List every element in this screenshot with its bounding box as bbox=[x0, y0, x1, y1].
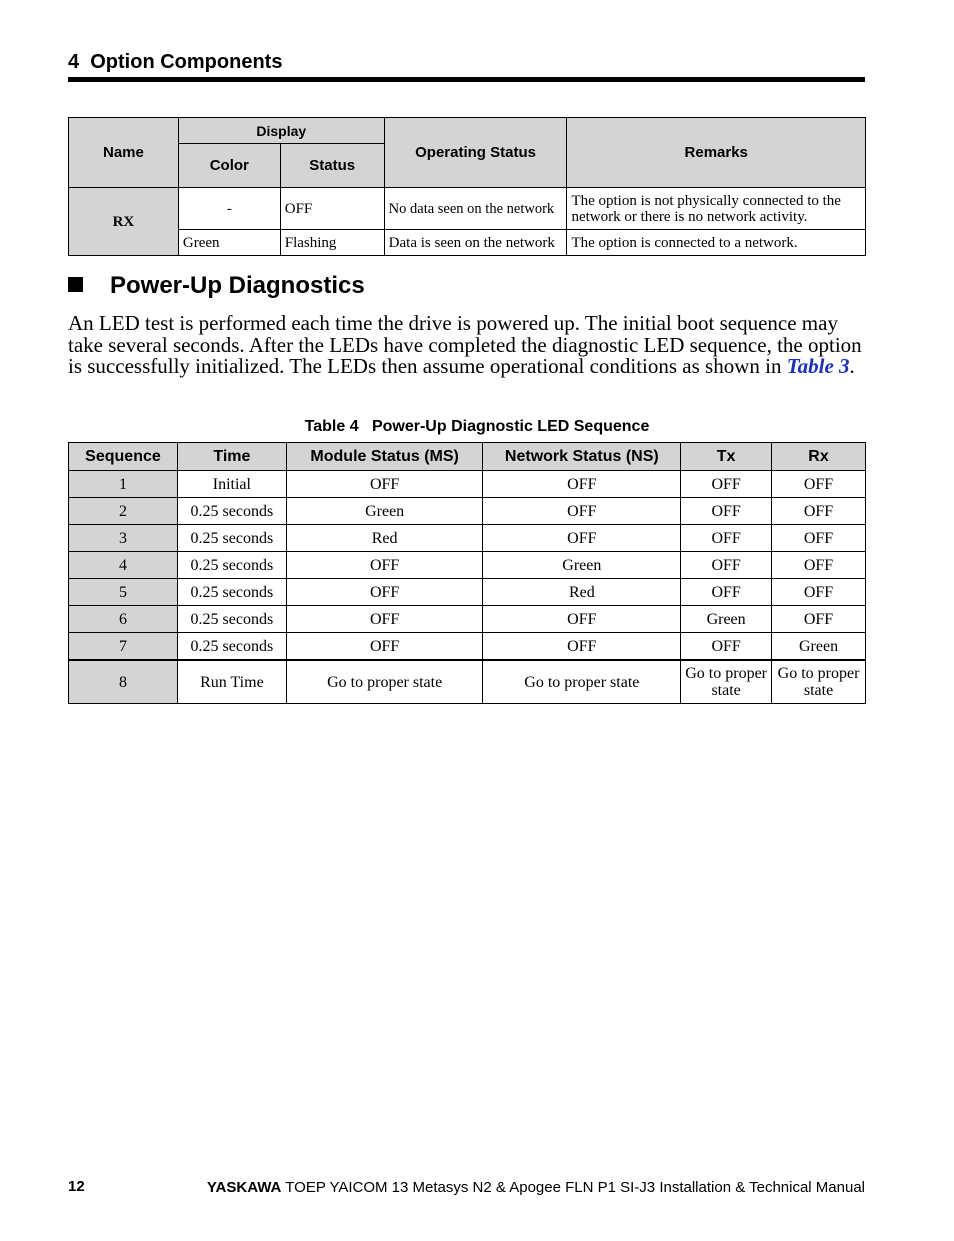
chapter-title: Option Components bbox=[90, 51, 283, 73]
cell-network-status: OFF bbox=[483, 606, 681, 633]
cell-color: - bbox=[178, 188, 280, 230]
cell-module-status: Green bbox=[286, 498, 483, 525]
table-row bbox=[69, 498, 866, 525]
header-operating-status: Operating Status bbox=[384, 118, 567, 188]
cell-time: Initial bbox=[177, 471, 286, 498]
cell-remarks: The option is connected to a network. bbox=[567, 230, 866, 256]
cell-module-status: OFF bbox=[286, 579, 483, 606]
header-sequence: Sequence bbox=[69, 443, 178, 471]
cell-tx: OFF bbox=[681, 579, 772, 606]
cell-network-status: OFF bbox=[483, 471, 681, 498]
cell-tx: OFF bbox=[681, 471, 772, 498]
cell-rx: OFF bbox=[772, 525, 866, 552]
cell-rx: OFF bbox=[772, 471, 866, 498]
header-time: Time bbox=[177, 443, 286, 471]
cell-tx: OFF bbox=[681, 552, 772, 579]
header-name: Name bbox=[69, 118, 179, 188]
cell-operating: No data seen on the network bbox=[384, 188, 567, 230]
cell-network-status: OFF bbox=[483, 525, 681, 552]
cell-sequence: 7 bbox=[69, 633, 178, 661]
cell-status: Flashing bbox=[280, 230, 384, 256]
table-3-link[interactable]: Table 3 bbox=[786, 354, 850, 379]
cell-module-status: OFF bbox=[286, 552, 483, 579]
cell-module-status: OFF bbox=[286, 606, 483, 633]
table-row bbox=[69, 633, 866, 661]
header-display: Display bbox=[178, 118, 384, 144]
cell-rx: OFF bbox=[772, 552, 866, 579]
row-name: RX bbox=[69, 188, 179, 256]
power-up-sequence-table bbox=[68, 442, 866, 704]
cell-tx: Go to proper state bbox=[681, 660, 772, 704]
cell-time: 0.25 seconds bbox=[177, 579, 286, 606]
cell-tx: OFF bbox=[681, 525, 772, 552]
section-title: Power-Up Diagnostics bbox=[110, 272, 365, 299]
footer-brand: YASKAWA bbox=[206, 1179, 282, 1196]
cell-remarks: The option is not physically connected to the network or there is no network activity. bbox=[567, 188, 866, 230]
cell-time: 0.25 seconds bbox=[177, 633, 286, 661]
header-status: Status bbox=[280, 144, 384, 188]
cell-time: 0.25 seconds bbox=[177, 498, 286, 525]
cell-module-status: OFF bbox=[286, 471, 483, 498]
cell-rx: OFF bbox=[772, 606, 866, 633]
cell-rx: OFF bbox=[772, 498, 866, 525]
paragraph-text: An LED test is performed each time the drive is powered up. The initial boot sequence may take several seconds. After the LEDs have completed the diagnostic LED sequence, the option is successfully initialized. The LEDs then assume operational conditions as shown in bbox=[68, 311, 862, 379]
page-number: 12 bbox=[68, 1178, 85, 1195]
cell-network-status: Go to proper state bbox=[483, 660, 681, 704]
table-row bbox=[69, 606, 866, 633]
cell-module-status: OFF bbox=[286, 633, 483, 661]
header-tx: Tx bbox=[681, 443, 772, 471]
cell-sequence: 6 bbox=[69, 606, 178, 633]
table-row bbox=[69, 188, 866, 230]
cell-rx: Go to proper state bbox=[772, 660, 866, 704]
cell-module-status: Red bbox=[286, 525, 483, 552]
table-row bbox=[69, 525, 866, 552]
cell-network-status: Red bbox=[483, 579, 681, 606]
table-caption bbox=[0, 418, 954, 436]
caption-number: Table 4 bbox=[304, 418, 359, 435]
cell-rx: Green bbox=[772, 633, 866, 661]
table-row bbox=[69, 552, 866, 579]
header-rx: Rx bbox=[772, 443, 866, 471]
header-color: Color bbox=[178, 144, 280, 188]
table-row bbox=[69, 471, 866, 498]
chapter-number: 4 bbox=[68, 51, 80, 73]
cell-time: 0.25 seconds bbox=[177, 525, 286, 552]
cell-time: 0.25 seconds bbox=[177, 606, 286, 633]
cell-tx: Green bbox=[681, 606, 772, 633]
header-module-status: Module Status (MS) bbox=[286, 443, 483, 471]
table-row bbox=[69, 230, 866, 256]
header-remarks: Remarks bbox=[567, 118, 866, 188]
chapter-rule bbox=[68, 77, 865, 82]
cell-tx: OFF bbox=[681, 633, 772, 661]
led-status-table bbox=[68, 117, 866, 256]
cell-module-status: Go to proper state bbox=[286, 660, 483, 704]
cell-tx: OFF bbox=[681, 498, 772, 525]
cell-operating: Data is seen on the network bbox=[384, 230, 567, 256]
footer-title-text: TOEP YAICOM 13 Metasys N2 & Apogee FLN P1 SI-J3 Installation & Technical Manual bbox=[285, 1179, 865, 1196]
cell-network-status: OFF bbox=[483, 633, 681, 661]
chapter-heading bbox=[68, 51, 282, 74]
cell-sequence: 3 bbox=[69, 525, 178, 552]
section-heading bbox=[68, 272, 365, 300]
body-paragraph bbox=[68, 313, 868, 378]
cell-color: Green bbox=[178, 230, 280, 256]
cell-sequence: 1 bbox=[69, 471, 178, 498]
cell-network-status: Green bbox=[483, 552, 681, 579]
section-bullet-icon bbox=[68, 277, 83, 292]
cell-status: OFF bbox=[280, 188, 384, 230]
paragraph-period: . bbox=[849, 354, 855, 379]
cell-rx: OFF bbox=[772, 579, 866, 606]
cell-sequence: 5 bbox=[69, 579, 178, 606]
header-network-status: Network Status (NS) bbox=[483, 443, 681, 471]
cell-sequence: 2 bbox=[69, 498, 178, 525]
footer-manual-title bbox=[207, 1179, 865, 1196]
caption-title: Power-Up Diagnostic LED Sequence bbox=[371, 418, 650, 435]
cell-sequence: 8 bbox=[69, 660, 178, 704]
table-row bbox=[69, 660, 866, 704]
cell-network-status: OFF bbox=[483, 498, 681, 525]
table-row bbox=[69, 579, 866, 606]
cell-time: 0.25 seconds bbox=[177, 552, 286, 579]
cell-time: Run Time bbox=[177, 660, 286, 704]
cell-sequence: 4 bbox=[69, 552, 178, 579]
